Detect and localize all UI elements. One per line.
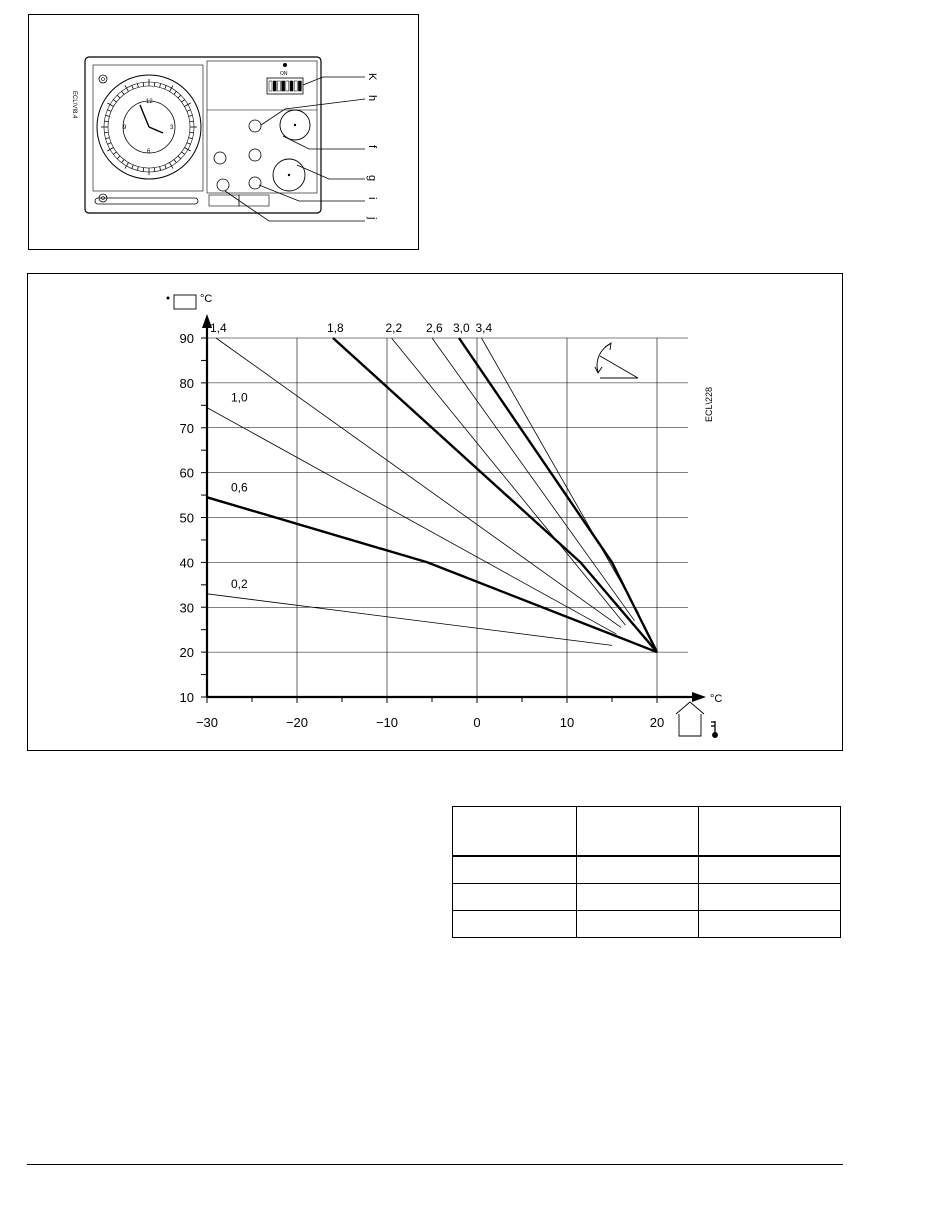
y-tick-label: 50 (179, 510, 194, 526)
controller-side-label: ECL\VI8.4 (71, 91, 77, 119)
table-row (453, 856, 841, 884)
y-tick-label: 20 (179, 645, 194, 661)
dial-tick (165, 85, 167, 89)
dial-tick (182, 100, 185, 102)
min-temp-knob (214, 152, 226, 164)
controller-drawing (29, 15, 420, 251)
dial-tick (174, 91, 176, 94)
dial-tick (113, 100, 116, 102)
table-header-cell (577, 807, 699, 857)
curve-label: 0,6 (231, 480, 248, 495)
dial-tick (190, 132, 194, 133)
table-header-cell (699, 807, 841, 857)
table-cell (453, 884, 577, 911)
dial-number-12: 12 (146, 99, 153, 105)
x-tick-label: 10 (559, 715, 575, 730)
dial-tick (178, 95, 181, 98)
curve-label: 1,8 (327, 321, 344, 335)
dip-switch (286, 81, 289, 91)
table-cell (577, 884, 699, 911)
dial-tick (104, 132, 108, 133)
dial-tick (182, 152, 185, 154)
curve-1-0 (207, 408, 617, 635)
screw-top-left (99, 75, 107, 83)
dial-number-6: 6 (147, 149, 151, 155)
dial-number-9: 9 (123, 125, 127, 131)
x-axis-unit: °C (710, 693, 723, 705)
max-temp-knob (249, 149, 261, 161)
dial-tick (143, 82, 144, 86)
adjustment-icon (595, 343, 638, 378)
curve-label: 3,0 (453, 321, 470, 335)
y-tick-label: 80 (179, 375, 194, 391)
dial-tick (137, 84, 138, 88)
table-cell (453, 911, 577, 938)
table-cell (577, 911, 699, 938)
table-cell (699, 856, 841, 884)
dial-tick (106, 138, 110, 139)
y-tick-label: 10 (179, 690, 194, 705)
y-tick-label: 90 (179, 331, 194, 346)
dip-switch (294, 81, 297, 91)
chart-side-label: ECL\228 (704, 386, 714, 422)
table-header-row (453, 807, 841, 857)
curve-knob (249, 120, 261, 132)
dial-tick (122, 91, 124, 94)
dip-switch (282, 81, 285, 91)
controller-illustration (28, 14, 419, 250)
dial-tick (190, 121, 194, 122)
house-icon (676, 702, 704, 736)
dip-switch (269, 81, 272, 91)
day-reduction-knob (249, 177, 261, 189)
heating-curve-chart (27, 273, 843, 751)
callout-label-h: h (366, 95, 378, 102)
thermometer-icon (711, 721, 717, 737)
dial-tick (143, 168, 144, 172)
table-row (453, 884, 841, 911)
y-tick-label: 40 (179, 555, 194, 571)
curve-2-2 (392, 338, 626, 625)
curve-3-0 (459, 338, 657, 652)
dial-number-3: 3 (170, 125, 174, 131)
settings-table (452, 806, 841, 938)
curve-label: 2,6 (426, 321, 443, 335)
dial-tick (113, 152, 116, 154)
dial-tick (165, 165, 167, 169)
curve-label: 1,4 (210, 321, 227, 335)
dip-switch-block (267, 78, 303, 94)
dip-switch (298, 81, 301, 91)
callout-label-i: i (366, 197, 378, 200)
x-tick-label: −20 (285, 715, 309, 730)
dial-tick (104, 121, 108, 122)
chart-axes (201, 314, 706, 703)
dial-tick (154, 82, 155, 86)
dial-tick (107, 143, 111, 145)
dial-tick (189, 138, 193, 139)
curve-0-2 (207, 594, 612, 646)
dial-tick (106, 115, 110, 116)
callout-label-g: g (366, 175, 378, 182)
table-cell (577, 856, 699, 884)
x-axis-arrow (692, 692, 706, 702)
dial-tick (189, 115, 193, 116)
on-label: ON (280, 71, 288, 77)
curve-1-4 (216, 338, 621, 627)
table-header-cell (453, 807, 577, 857)
heating-curve-svg (28, 274, 844, 752)
dial-tick (122, 160, 124, 163)
dial-tick (187, 110, 191, 112)
y-axis-unit: °C (200, 293, 213, 305)
dial-tick (174, 160, 176, 163)
dial-tick (160, 167, 161, 171)
dip-switch (277, 81, 280, 91)
x-tick-label: −30 (195, 715, 219, 730)
x-tick-label: 20 (649, 715, 665, 730)
on-led (283, 63, 287, 67)
dial-tick (132, 165, 134, 169)
curve-label: 0,2 (231, 576, 248, 591)
curve-label: 2,2 (385, 321, 403, 335)
dial-tick (154, 168, 155, 172)
dial-tick (107, 110, 111, 112)
table-row (453, 911, 841, 938)
callout-label-K: K (366, 73, 378, 81)
dial-tick (178, 156, 181, 159)
footer-rule (27, 1164, 843, 1165)
callout-label-j: j (366, 217, 378, 220)
table-cell (699, 911, 841, 938)
x-tick-label: 0 (473, 715, 481, 730)
timer-dial (97, 75, 201, 179)
label-slot (95, 198, 198, 204)
x-tick-label: −10 (375, 715, 399, 730)
table-cell (699, 884, 841, 911)
night-reduction-knob (217, 179, 229, 191)
dial-tick (117, 156, 120, 159)
curve-label: 3,4 (475, 321, 493, 335)
curve-1-8 (333, 338, 657, 652)
callout-label-f: f (366, 145, 378, 149)
dial-tick (160, 84, 161, 88)
radiator-icon (167, 295, 197, 309)
chart-series (207, 338, 657, 652)
curve-label: 1,0 (231, 390, 248, 405)
dial-tick (137, 167, 138, 171)
y-tick-label: 30 (179, 600, 194, 616)
dial-tick (132, 85, 134, 89)
dip-switch (290, 81, 293, 91)
dial-tick (117, 95, 120, 98)
curve-2-6 (432, 338, 635, 621)
y-tick-label: 60 (179, 465, 194, 481)
y-tick-label: 70 (179, 420, 194, 436)
chart-labels (180, 321, 665, 730)
dip-switch (273, 81, 276, 91)
callout-leaders (225, 77, 365, 221)
table-cell (453, 856, 577, 884)
dial-tick (187, 143, 191, 145)
